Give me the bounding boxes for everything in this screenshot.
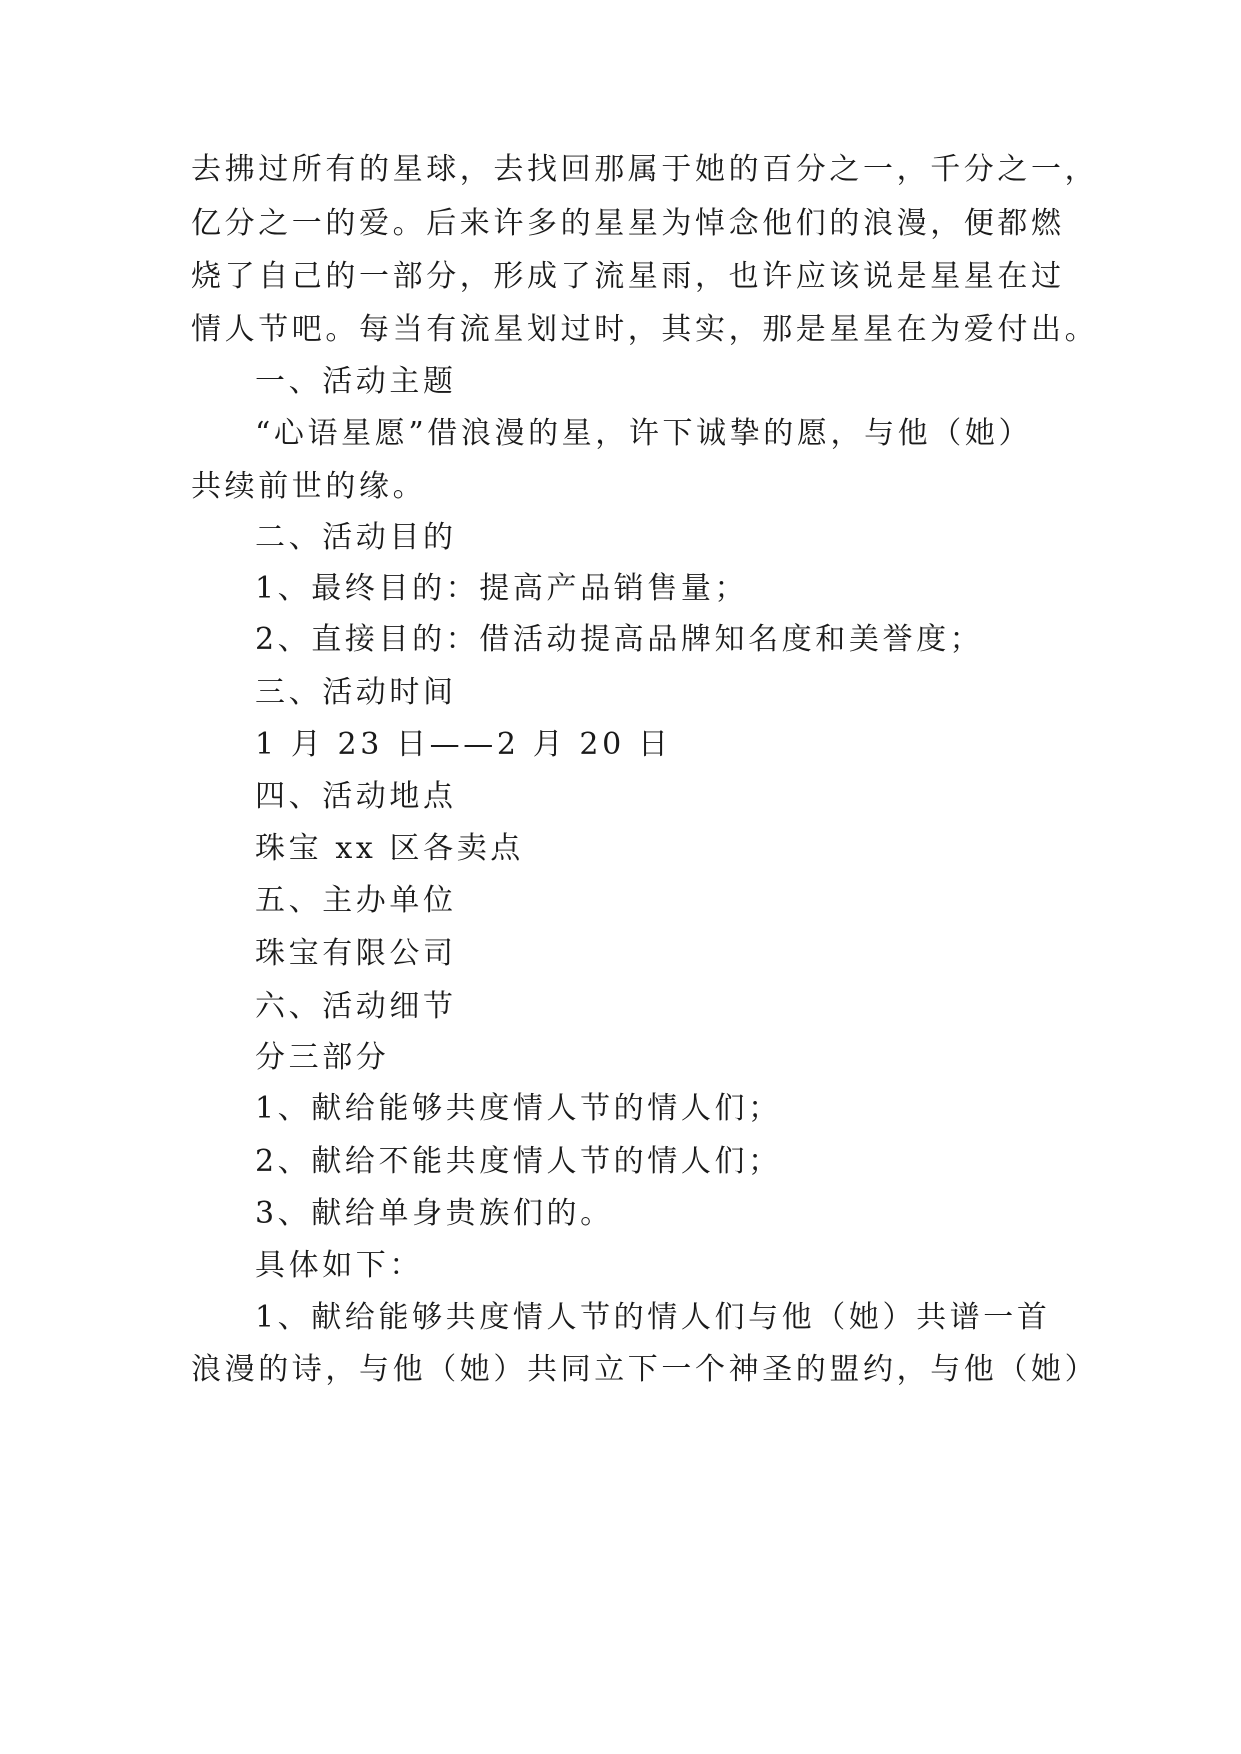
section-heading: 二、活动目的 xyxy=(255,520,457,555)
paragraph-line: “心语星愿”借浪漫的星，许下诚挚的愿，与他（她） xyxy=(255,416,1033,451)
paragraph-line: 共续前世的缘。 xyxy=(191,469,427,504)
paragraph-line: 1 月 23 日——2 月 20 日 xyxy=(255,727,672,762)
paragraph-line: 烧了自己的一部分，形成了流星雨，也许应该说是星星在过 xyxy=(191,259,1065,294)
section-heading: 四、活动地点 xyxy=(255,779,457,814)
paragraph-line: 情人节吧。每当有流星划过时，其实，那是星星在为爱付出。 xyxy=(191,312,1099,347)
section-heading: 五、主办单位 xyxy=(255,883,457,918)
section-heading: 六、活动细节 xyxy=(255,989,457,1024)
section-heading: 一、活动主题 xyxy=(255,364,457,399)
paragraph-line: 1、献给能够共度情人节的情人们与他（她）共谱一首 xyxy=(255,1300,1051,1335)
list-item: 2、直接目的：借活动提高品牌知名度和美誉度； xyxy=(255,622,984,657)
paragraph-line: 去拂过所有的星球，去找回那属于她的百分之一，千分之一， xyxy=(191,152,1099,187)
paragraph-line: 亿分之一的爱。后来许多的星星为悼念他们的浪漫，便都燃 xyxy=(191,206,1065,241)
section-heading: 三、活动时间 xyxy=(255,675,457,710)
list-item: 2、献给不能共度情人节的情人们； xyxy=(255,1144,782,1179)
paragraph-line: 分三部分 xyxy=(255,1040,390,1075)
paragraph-line: 浪漫的诗，与他（她）共同立下一个神圣的盟约，与他（她） xyxy=(191,1352,1099,1387)
paragraph-line: 珠宝有限公司 xyxy=(255,936,457,971)
list-item: 1、献给能够共度情人节的情人们； xyxy=(255,1091,782,1126)
paragraph-line: 具体如下： xyxy=(255,1248,423,1283)
paragraph-line: 珠宝 xx 区各卖点 xyxy=(255,831,524,866)
list-item: 1、最终目的：提高产品销售量； xyxy=(255,571,749,606)
list-item: 3、献给单身贵族们的。 xyxy=(255,1196,614,1231)
